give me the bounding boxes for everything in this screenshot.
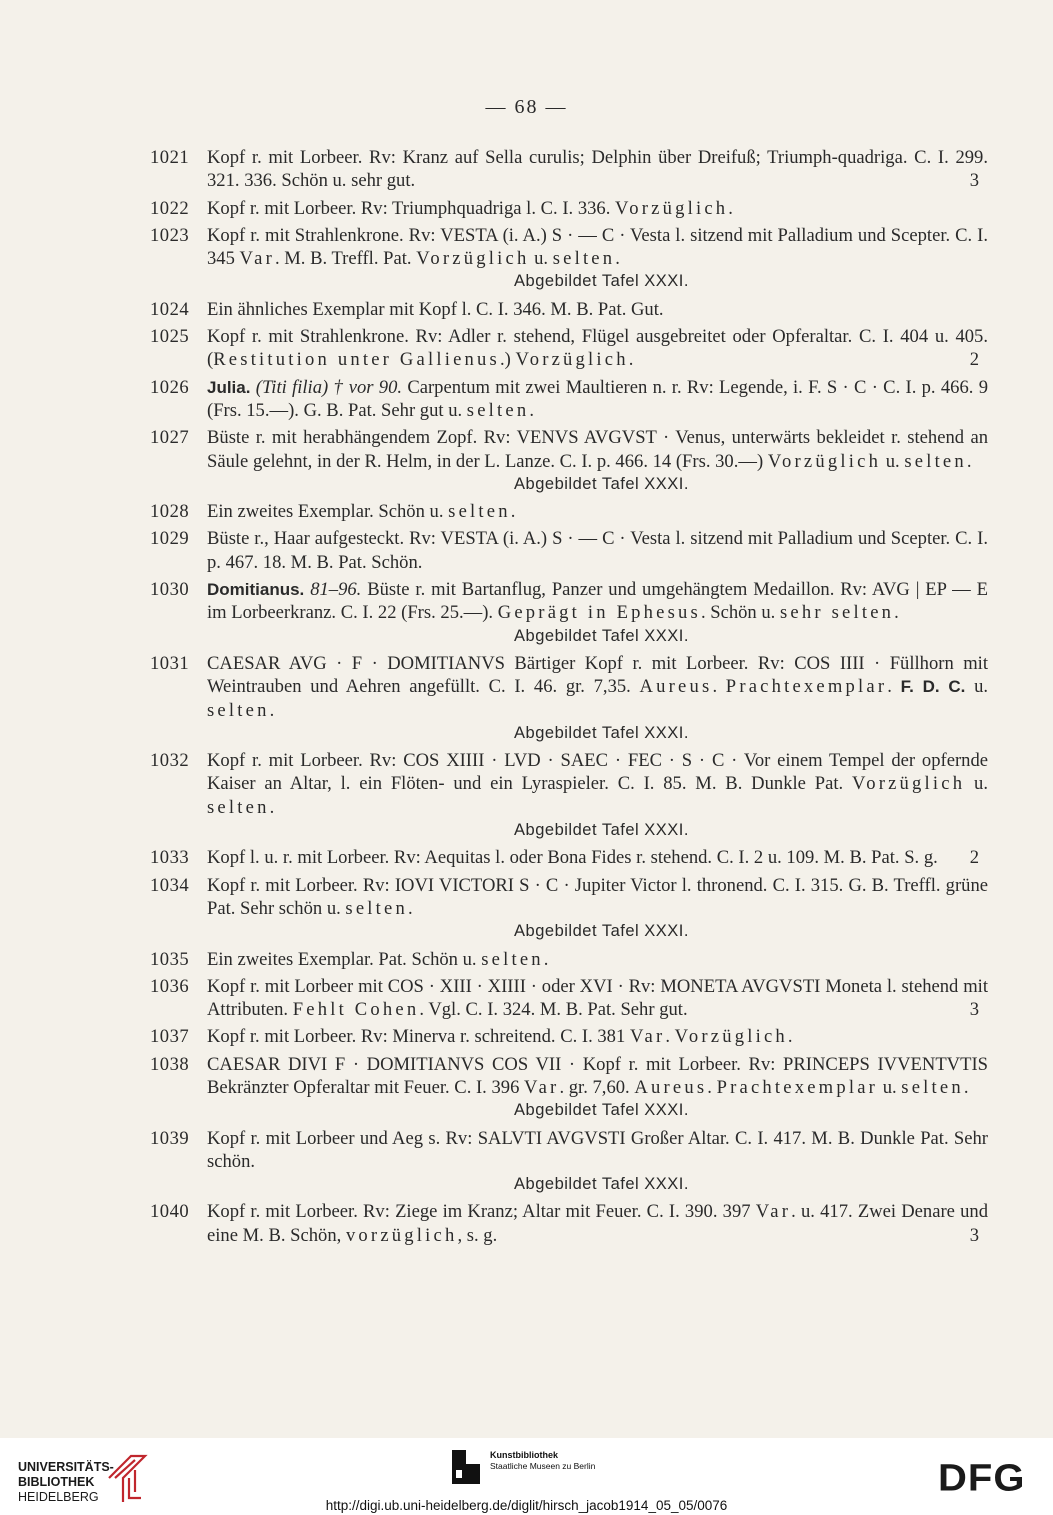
catalog-entry bbox=[0, 1127, 1053, 1174]
entry-description: Ein zweites Exemplar. Pat. Schön u. selten. bbox=[207, 948, 549, 970]
plate-reference: Abgebildet Tafel XXXI. bbox=[514, 723, 689, 742]
plate-reference: Abgebildet Tafel XXXI. bbox=[514, 1101, 689, 1120]
entry-description: Kopf r. mit Lorbeer. Rv: Triumphquadriga l. C. I. 336. Vorzüglich. bbox=[207, 197, 733, 219]
catalog-entry bbox=[0, 298, 1053, 321]
catalog-entry bbox=[0, 146, 1053, 193]
entry-quantity: 3 bbox=[969, 170, 979, 192]
catalog-entry bbox=[0, 426, 1053, 473]
entry-quantity: 2 bbox=[969, 349, 979, 371]
catalog-entry bbox=[0, 197, 1053, 220]
entry-number: 1032 bbox=[150, 750, 190, 772]
catalog-entry bbox=[0, 527, 1053, 574]
entry-number: 1021 bbox=[150, 147, 190, 168]
entry-number: 1026 bbox=[150, 376, 190, 398]
entry-description: Ein zweites Exemplar. Schön u. selten. bbox=[207, 501, 516, 523]
plate-reference: Abgebildet Tafel XXXI. bbox=[514, 626, 689, 645]
footer-bar bbox=[0, 1438, 1053, 1515]
entry-number: 1031 bbox=[150, 652, 190, 674]
plate-reference: Abgebildet Tafel XXXI. bbox=[514, 922, 689, 941]
catalog-entries bbox=[0, 146, 1053, 1251]
catalog-entry bbox=[0, 652, 1053, 722]
kb-line-2: Staatliche Museen zu Berlin bbox=[490, 1461, 596, 1471]
entry-description: Kopf r. mit Lorbeer. Rv: IOVI VICTORI S · C · Jupiter Victor l. thronend. C. I. 315. G. B. Treffl. grüne Pat. Sehr schön u. selten. bbox=[207, 874, 988, 919]
source-url[interactable]: http://digi.ub.uni-heidelberg.de/diglit/hirsch_jacob1914_05_05/0076 bbox=[325, 1498, 728, 1513]
catalog-entry bbox=[0, 975, 1053, 1022]
catalog-entry bbox=[0, 874, 1053, 921]
entry-description: Büste r., Haar aufgesteckt. Rv: VESTA (i. A.) S · — C · Vesta l. sitzend mit Palladium und Scepter. C. I. p. 467. 18. M. B. Pat. Schön. bbox=[207, 528, 988, 573]
entry-number: 1030 bbox=[150, 579, 190, 601]
catalog-entry bbox=[0, 578, 1053, 625]
plate-reference: Abgebildet Tafel XXXI. bbox=[514, 272, 689, 291]
kunstbibliothek-label bbox=[490, 1450, 595, 1472]
entry-description: Julia. (Titi filia) † vor 90. Carpentum mit zwei Maultieren n. r. Rv: Legende, i. F. S · C · C. I. p. 466. 9 (Frs. 15.—). G. B. Pat. Sehr gut u. selten. bbox=[207, 376, 988, 421]
plate-reference: Abgebildet Tafel XXXI. bbox=[514, 1175, 689, 1194]
entry-description: Kopf r. mit Strahlenkrone. Rv: VESTA (i. A.) S · — C · Vesta l. sitzend mit Palladium und Scepter. C. I. 345 Var. M. B. Treffl. Pat. Vorzüglich u. selten. bbox=[207, 224, 988, 270]
entry-quantity: 3 bbox=[969, 1224, 979, 1246]
entry-description: CAESAR AVG · F · DOMITIANVS Bärtiger Kopf r. mit Lorbeer. Rv: COS IIII · Füllhorn mit Weintrauben und Aehren angefüllt. C. I. 46. gr. 7,35. Aureus. Prachtexemplar. F. D. C. u. selten. bbox=[207, 652, 989, 721]
catalog-entry bbox=[0, 846, 1053, 869]
entry-number: 1036 bbox=[150, 975, 190, 997]
catalog-entry bbox=[0, 1053, 1053, 1100]
entry-quantity: 3 bbox=[969, 999, 979, 1021]
plate-reference: Abgebildet Tafel XXXI. bbox=[514, 474, 689, 493]
entry-description: Kopf r. mit Lorbeer mit COS · XIII · XIIII · oder XVI · Rv: MONETA AVGVSTI Moneta l. stehend mit Attributen. Fehlt Cohen. Vgl. C. I. 324. M. B. Pat. Sehr gut. 3 bbox=[207, 975, 988, 1021]
entry-description: Domitianus. 81–96. Büste r. mit Bartanflug, Panzer und umgehängtem Medaillon. Rv: AVG | EP — E im Lorbeerkranz. C. I. 22 (Frs. 25.—). Geprägt in Ephesus. Schön u. sehr selten. bbox=[207, 579, 989, 624]
catalog-entry bbox=[0, 749, 1053, 819]
plate-reference: Abgebildet Tafel XXXI. bbox=[514, 821, 689, 840]
entry-number: 1040 bbox=[150, 1201, 190, 1223]
entry-number: 1024 bbox=[150, 298, 190, 320]
entry-number: 1037 bbox=[150, 1026, 190, 1048]
dfg-logo: DFG bbox=[938, 1457, 1026, 1499]
ub-line-3: HEIDELBERG bbox=[18, 1490, 99, 1504]
entry-quantity: 2 bbox=[969, 847, 979, 869]
entry-description: Kopf l. u. r. mit Lorbeer. Rv: Aequitas l. oder Bona Fides r. stehend. C. I. 2 u. 109. M. B. Pat. S. g. 2 bbox=[207, 847, 979, 869]
entry-description: Kopf r. mit Lorbeer. Rv: Ziege im Kranz; Altar mit Feuer. C. I. 390. 397 Var. u. 417. Zwei Denare und eine M. B. Schön, vorzüglich, s. g. 3 bbox=[207, 1201, 988, 1246]
entry-number: 1029 bbox=[150, 528, 190, 550]
university-library-logo-icon bbox=[105, 1448, 149, 1504]
entry-number: 1038 bbox=[150, 1053, 190, 1075]
kb-line-1: Kunstbibliothek bbox=[490, 1450, 558, 1460]
entry-description: Kopf r. mit Lorbeer. Rv: Kranz auf Sella curulis; Delphin über Dreifuß; Triumph-quadriga. C. I. 299. 321. 336. Schön u. sehr gut. 3 bbox=[207, 147, 988, 192]
entry-description: Ein ähnliches Exemplar mit Kopf l. C. I. 346. M. B. Pat. Gut. bbox=[207, 298, 664, 320]
ub-line-1: UNIVERSITÄTS- bbox=[18, 1460, 114, 1474]
entry-description: Kopf r. mit Lorbeer. Rv: COS XIIII · LVD · SAEC · FEC · S · C · Vor einem Tempel der opfernde Kaiser an Altar, l. ein Flöten- und ein Lyraspieler. C. I. 85. M. B. Dunkle Pat. Vorzüglich u. selten. bbox=[207, 750, 989, 818]
entry-number: 1034 bbox=[150, 874, 190, 896]
entry-description: Kopf r. mit Lorbeer und Aeg s. Rv: SALVTI AVGVSTI Großer Altar. C. I. 417. M. B. Dunkle Pat. Sehr schön. bbox=[207, 1127, 988, 1172]
kunstbibliothek-logo-icon bbox=[452, 1450, 482, 1484]
entry-description: Kopf r. mit Strahlenkrone. Rv: Adler r. stehend, Flügel ausgebreitet oder Opferaltar. C. I. 404 u. 405. (Restitution unter Gallienus.) Vorzüglich. 2 bbox=[207, 326, 988, 371]
catalog-entry bbox=[0, 1025, 1053, 1048]
catalog-entry bbox=[0, 224, 1053, 271]
entry-number: 1039 bbox=[150, 1127, 190, 1149]
entry-number: 1028 bbox=[150, 501, 190, 523]
catalog-entry bbox=[0, 948, 1053, 971]
entry-description: Büste r. mit herabhängendem Zopf. Rv: VENVS AVGVST · Venus, unterwärts bekleidet r. stehend an Säule gelehnt, in der R. Helm, in der L. Lanze. C. I. p. 466. 14 (Frs. 30.—) Vorzüglich u. selten. bbox=[207, 427, 988, 472]
entry-number: 1033 bbox=[150, 847, 190, 869]
entry-number: 1023 bbox=[150, 224, 190, 246]
catalog-entry bbox=[0, 500, 1053, 523]
entry-number: 1035 bbox=[150, 948, 190, 970]
catalog-entry bbox=[0, 325, 1053, 372]
entry-number: 1022 bbox=[150, 197, 190, 219]
catalog-entry bbox=[0, 1200, 1053, 1247]
page-number: — 68 — bbox=[485, 96, 568, 118]
ub-line-2: BIBLIOTHEK bbox=[18, 1475, 95, 1489]
entry-description: CAESAR DIVI F · DOMITIANVS COS VII · Kopf r. mit Lorbeer. Rv: PRINCEPS IVVENTVTIS Bekränzter Opferaltar mit Feuer. C. I. 396 Var. gr. 7,60. Aureus. Prachtexemplar u. selten. bbox=[207, 1053, 988, 1098]
entry-number: 1025 bbox=[150, 326, 190, 348]
entry-number: 1027 bbox=[150, 427, 190, 449]
catalog-entry bbox=[0, 376, 1053, 423]
entry-description: Kopf r. mit Lorbeer. Rv: Minerva r. schreitend. C. I. 381 Var. Vorzüglich. bbox=[207, 1026, 793, 1048]
